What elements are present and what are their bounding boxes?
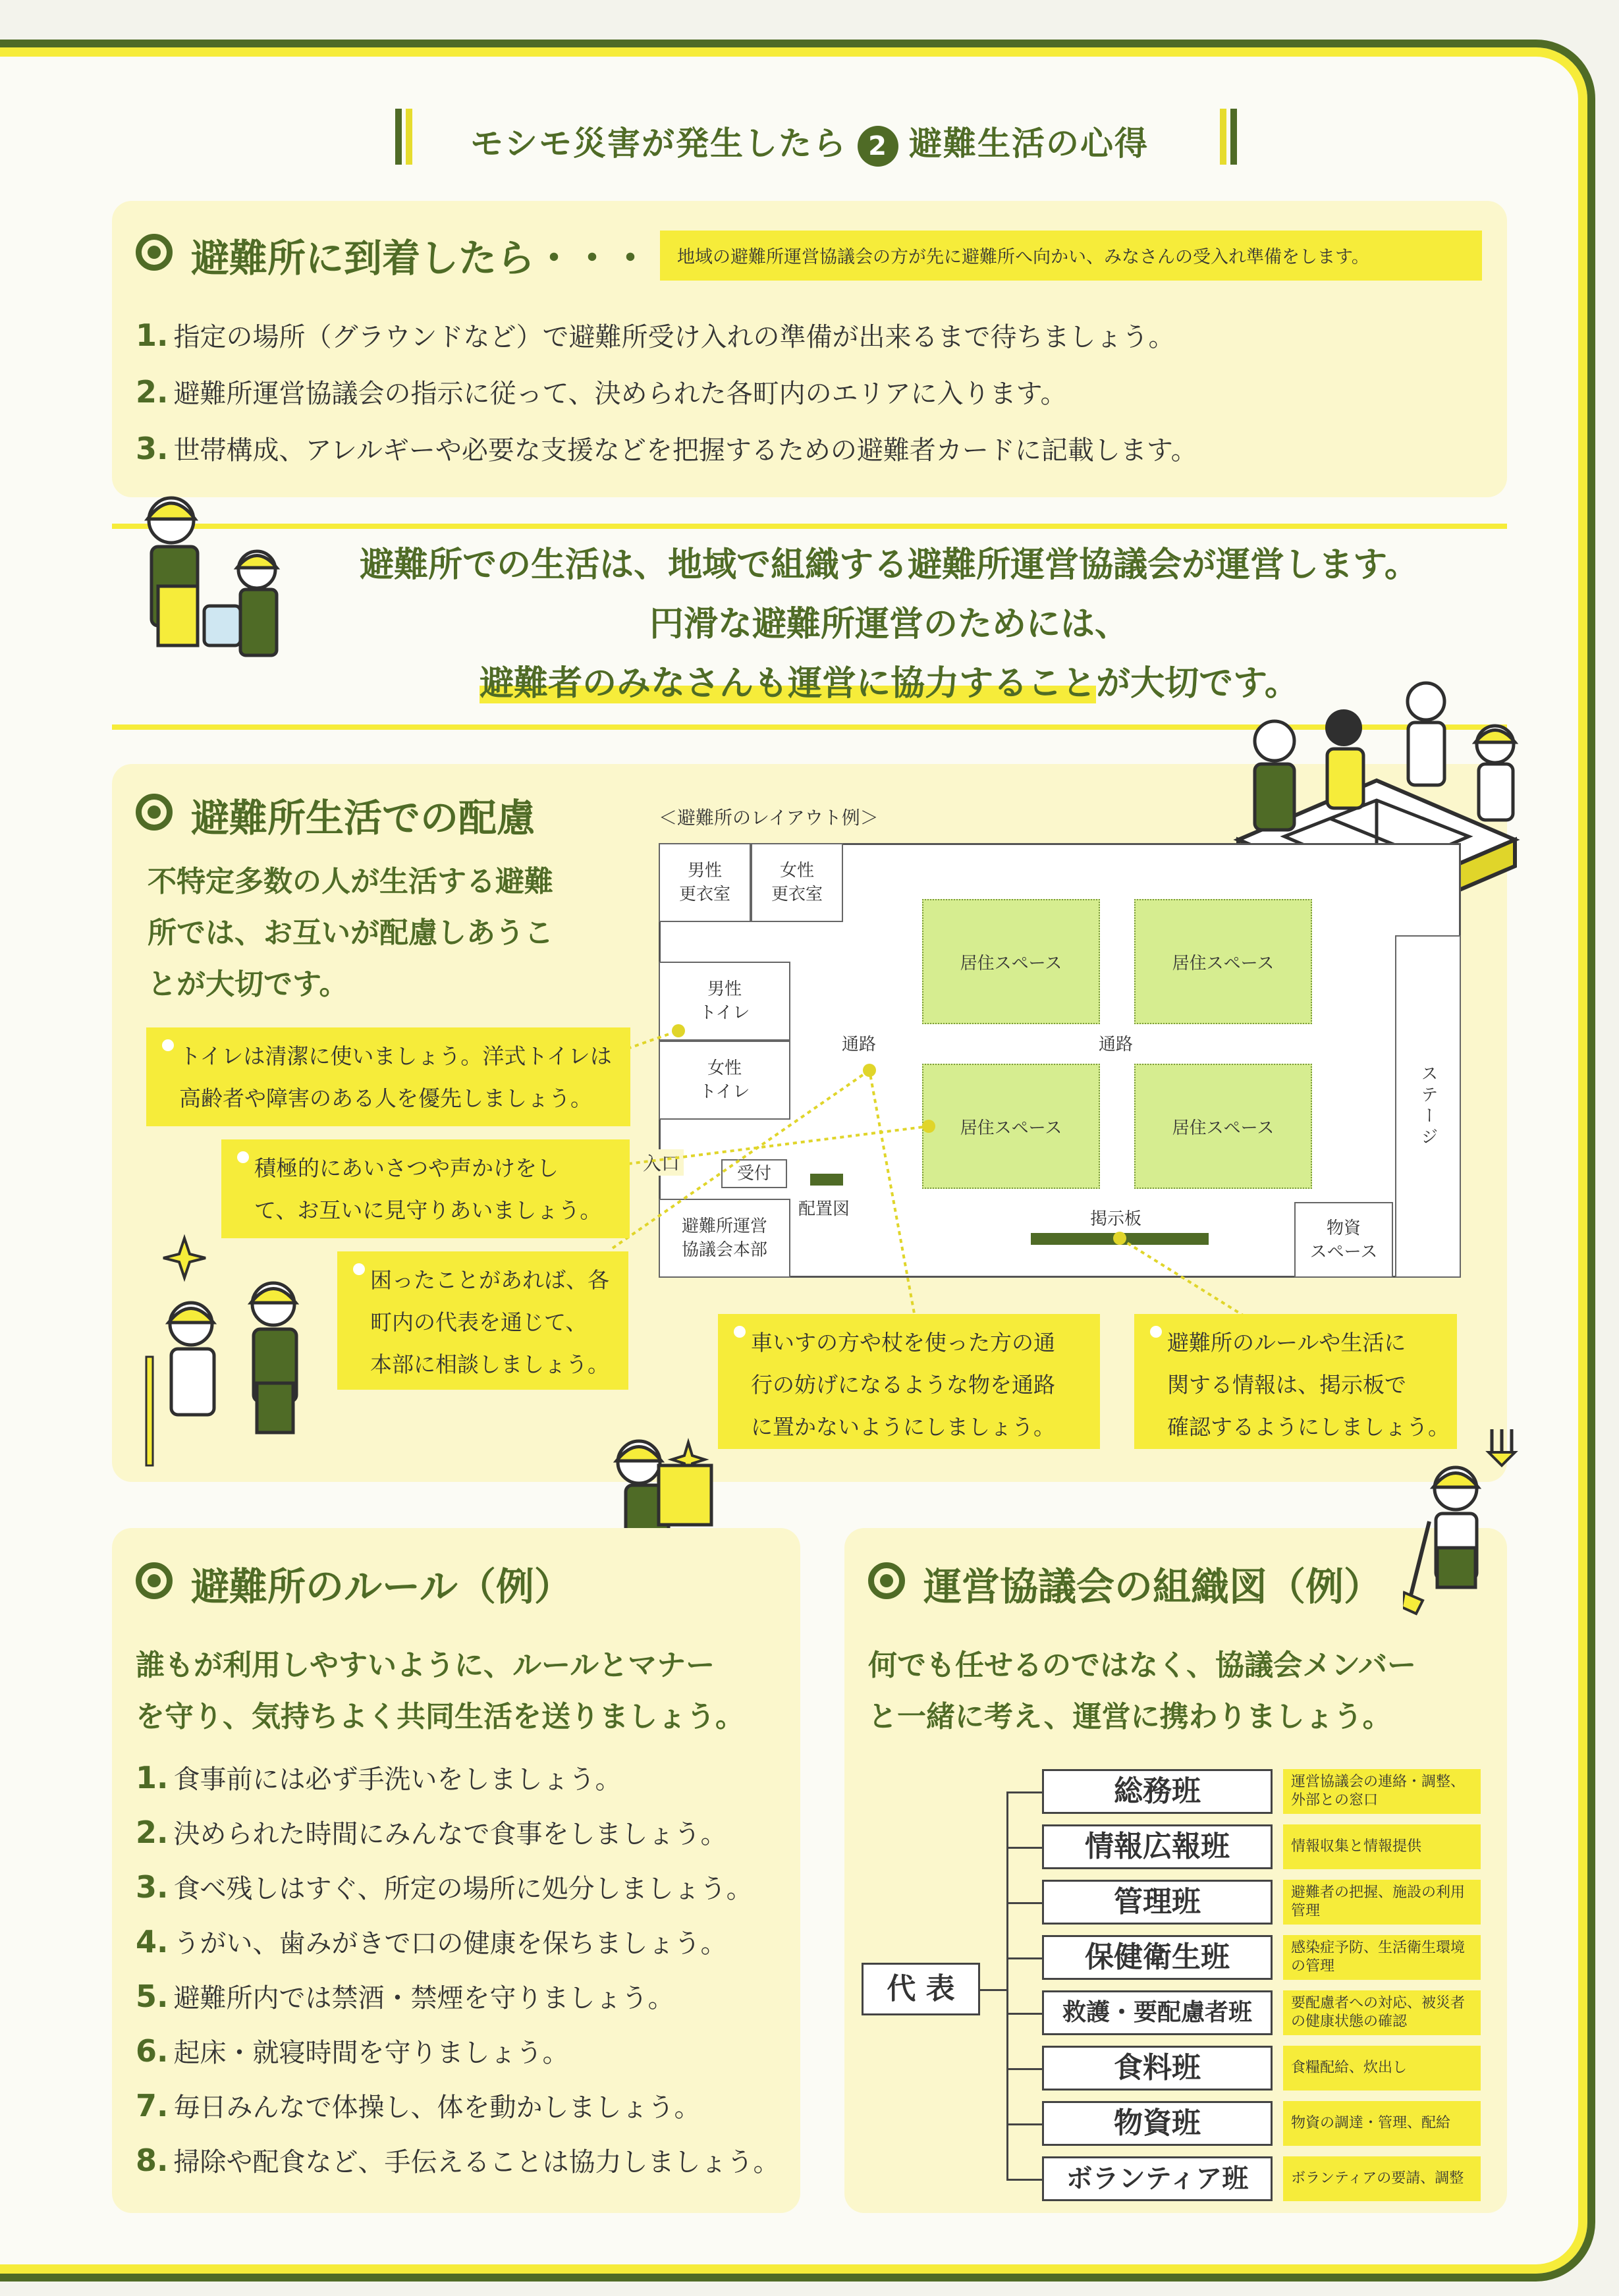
rule-item: 3. 食べ残しはすぐ、所定の場所に処分しましょう。 — [136, 1869, 753, 1905]
org-team: 食料班 — [1042, 2046, 1273, 2091]
org-team-desc: 情報収集と情報提供 — [1283, 1824, 1481, 1869]
illustration-sweeping — [1403, 1416, 1528, 1627]
reception-desk: 受付 — [721, 1159, 787, 1188]
message-line-3: 避難者のみなさんも運営に協力することが大切です。 — [480, 664, 1299, 703]
org-team: 総務班 — [1042, 1769, 1273, 1814]
entrance-label: 入口 — [639, 1149, 684, 1176]
org-team: 物資班 — [1042, 2101, 1273, 2146]
arrival-note: 地域の避難所運営協議会の方が先に避難所へ向かい、みなさんの受入れ準備をします。 — [660, 231, 1482, 281]
supply-space: 物資 スペース — [1294, 1202, 1393, 1278]
consideration-lead: 不特定多数の人が生活する避難 所では、お互いが配慮しあうこ とが大切です。 — [148, 865, 553, 1001]
message-line-2: 円滑な避難所運営のためには、 — [649, 605, 1129, 644]
living-space: 居住スペース — [922, 1064, 1100, 1189]
callout-aisle: 車いすの方や杖を使った方の通 行の妨げになるような物を通路 に置かないようにしましょう。 — [718, 1314, 1100, 1449]
org-team-desc: ボランティアの要請、調整 — [1283, 2156, 1481, 2201]
org-team-desc: 食糧配給、炊出し — [1283, 2046, 1481, 2091]
rule-item: 5. 避難所内では禁酒・禁煙を守りましょう。 — [136, 1979, 674, 2014]
org-title: 運営協議会の組織図（例） — [923, 1564, 1383, 1609]
message-highlight: 避難者のみなさんも運営に協力すること — [480, 664, 1097, 703]
org-team-desc: 要配慮者への対応、被災者の健康状態の確認 — [1283, 1990, 1481, 2035]
org-team: 保健衛生班 — [1042, 1935, 1273, 1980]
callout-bulletin: 避難所のルールや生活に 関する情報は、掲示板で 確認するようにしましょう。 — [1134, 1314, 1457, 1449]
consideration-title: 避難所生活での配慮 — [191, 796, 535, 840]
org-team: 情報広報班 — [1042, 1824, 1273, 1869]
org-connector — [1006, 1957, 1042, 1959]
arrival-item-2: 2. 避難所運営協議会の指示に従って、決められた各町内のエリアに入ります。 — [136, 374, 1067, 410]
callout-consult: 困ったことがあれば、各 町内の代表を通じて、 本部に相談しましょう。 — [337, 1251, 628, 1390]
bulletin-board-label: 掲示板 — [1090, 1209, 1142, 1229]
section-target-icon — [136, 1562, 173, 1599]
title-number: 2 — [858, 126, 898, 167]
rule-item: 6. 起床・就寝時間を守りましょう。 — [136, 2033, 569, 2069]
floor-map-label: 配置図 — [798, 1199, 850, 1219]
female-changing-room: 女性 更衣室 — [751, 843, 843, 922]
title-right: 避難生活の心得 — [909, 124, 1149, 163]
aisle-label: 通路 — [842, 1035, 877, 1054]
org-team: 管理班 — [1042, 1880, 1273, 1925]
org-team: ボランティア班 — [1042, 2156, 1273, 2201]
living-space: 居住スペース — [1134, 1064, 1312, 1189]
council-hq: 避難所運営 協議会本部 — [659, 1199, 790, 1278]
arrival-item-1: 1. 指定の場所（グラウンドなど）で避難所受け入れの準備が出来るまで待ちましょう。 — [136, 317, 1175, 353]
org-connector — [1006, 1791, 1042, 1793]
org-team-desc: 運営協議会の連絡・調整、外部との窓口 — [1283, 1769, 1481, 1814]
living-space: 居住スペース — [1134, 899, 1312, 1024]
stage: ステージ — [1395, 935, 1461, 1278]
aisle-label: 通路 — [1099, 1035, 1134, 1054]
org-team-desc: 感染症予防、生活衛生環境の管理 — [1283, 1935, 1481, 1980]
org-trunk — [1006, 1791, 1008, 2180]
illustration-elderly-helper — [119, 1232, 343, 1475]
living-space: 居住スペース — [922, 899, 1100, 1024]
callout-toilet: トイレは清潔に使いましょう。洋式トイレは 高齢者や障害のある人を優先しましょう。 — [146, 1027, 630, 1126]
org-connector — [1006, 2068, 1042, 2070]
layout-caption: ＜避難所のレイアウト例＞ — [659, 807, 879, 829]
org-connector — [1006, 2179, 1042, 2181]
org-team: 救護・要配慮者班 — [1042, 1990, 1273, 2035]
male-toilet: 男性 トイレ — [659, 962, 790, 1041]
org-connector — [1006, 2123, 1042, 2125]
org-connector — [980, 1989, 1008, 1991]
rules-lead: 誰もが利用しやすいように、ルールとマナー を守り、気持ちよく共同生活を送りましょう。 — [136, 1649, 744, 1734]
arrival-title: 避難所に到着したら・・・ — [191, 236, 650, 281]
org-connector — [1006, 2013, 1042, 2015]
female-toilet: 女性 トイレ — [659, 1041, 790, 1120]
rules-title: 避難所のルール（例） — [191, 1564, 572, 1609]
org-connector — [1006, 1847, 1042, 1849]
arrival-item-3: 3. 世帯構成、アレルギーや必要な支援などを把握するための避難者カードに記載します。 — [136, 431, 1197, 466]
male-changing-room: 男性 更衣室 — [659, 843, 751, 922]
title-left: モシモ災害が発生したら — [470, 124, 847, 163]
rule-item: 8. 掃除や配食など、手伝えることは協力しましょう。 — [136, 2143, 780, 2178]
message-line-1: 避難所での生活は、地域で組織する避難所運営協議会が運営します。 — [360, 545, 1419, 585]
org-head: 代 表 — [862, 1963, 980, 2015]
rule-item: 1. 食事前には必ず手洗いをしましょう。 — [136, 1760, 622, 1795]
org-team-desc: 物資の調達・管理、配給 — [1283, 2101, 1481, 2146]
org-team-desc: 避難者の把握、施設の利用管理 — [1283, 1880, 1481, 1925]
rule-item: 4. うがい、歯みがきで口の健康を保ちましょう。 — [136, 1924, 727, 1959]
callout-greetings: 積極的にあいさつや声かけをし て、お互いに見守りあいましょう。 — [221, 1139, 630, 1238]
rule-item: 2. 決められた時間にみんなで食事をしましょう。 — [136, 1815, 727, 1850]
section-target-icon — [868, 1562, 905, 1599]
rule-item: 7. 毎日みんなで体操し、体を動かしましょう。 — [136, 2088, 701, 2123]
org-lead: 何でも任せるのではなく、協議会メンバー と一緒に考え、運営に携わりましょう。 — [868, 1649, 1417, 1734]
org-connector — [1006, 1902, 1042, 1904]
